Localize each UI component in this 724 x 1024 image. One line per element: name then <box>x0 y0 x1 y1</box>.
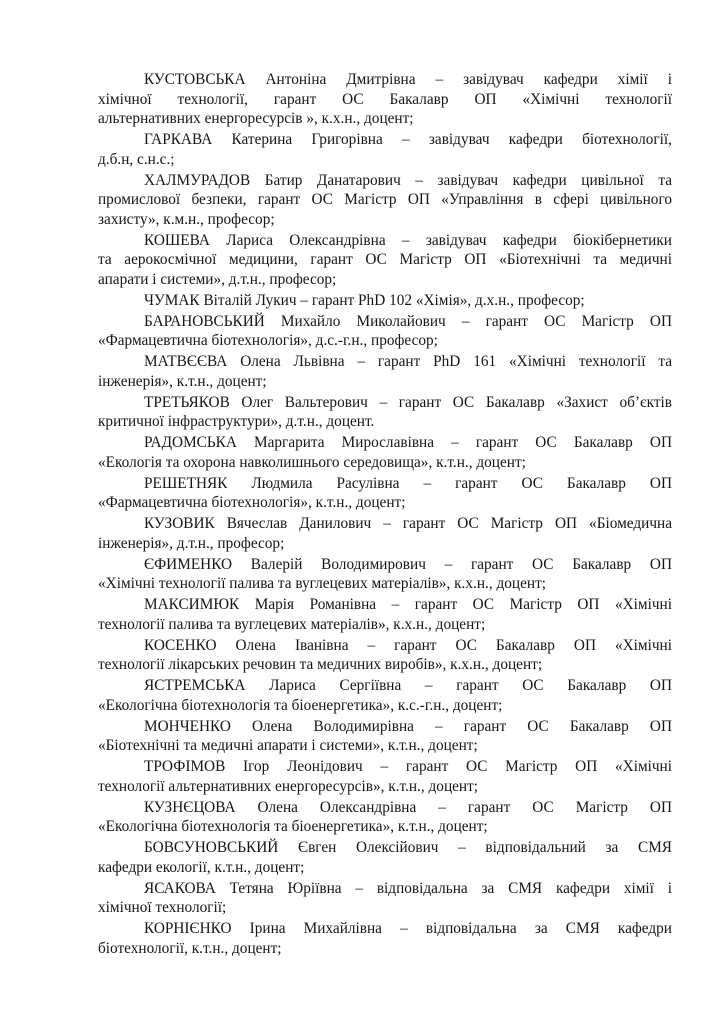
staff-entry <box>98 798 672 837</box>
staff-entry <box>98 130 672 169</box>
staff-entry <box>98 231 672 290</box>
staff-entry <box>98 393 672 432</box>
entry-line: МАКСИМЮК Марія Романівна – гарант ОС Магістр ОП «Хімічні <box>144 596 672 613</box>
staff-entry <box>98 879 672 918</box>
staff-entry <box>98 919 672 958</box>
entry-line: інженерія», к.т.н., доцент; <box>98 372 267 390</box>
entry-line: ЯСТРЕМСЬКА Лариса Сергіївна – гарант ОС Бакалавр ОП <box>144 677 672 694</box>
entry-line: ТРЕТЬЯКОВ Олег Вальтерович – гарант ОС Бакалавр «Захист об’єктів <box>144 393 672 411</box>
entry-line: КОРНІЄНКО Ірина Михайлівна – відповідальна за СМЯ кафедри <box>144 920 672 937</box>
entry-line: БОВСУНОВСЬКИЙ Євген Олексійович – відповідальний за СМЯ <box>144 839 672 856</box>
document-page <box>98 70 672 960</box>
entry-line: КОШЕВА Лариса Олександрівна – завідувач кафедри біокібернетики <box>144 231 672 249</box>
staff-entry <box>98 595 672 634</box>
entry-line: технології палива та вуглецевих матеріалів», к.х.н., доцент; <box>98 615 486 633</box>
entry-line: ГАРКАВА Катерина Григорівна – завідувач кафедри біотехнології, <box>144 131 672 148</box>
staff-entry <box>98 352 672 391</box>
entry-line: технології альтернативних енергоресурсів», к.т.н., доцент; <box>98 777 479 795</box>
entry-line: кафедри екології, к.т.н., доцент; <box>98 858 305 876</box>
staff-entry <box>98 514 672 553</box>
staff-entry <box>98 838 672 877</box>
staff-entry <box>98 676 672 715</box>
staff-entry <box>98 171 672 230</box>
entry-line: інженерія», д.т.н., професор; <box>98 534 285 552</box>
staff-entry <box>98 757 672 796</box>
staff-entry <box>98 717 672 756</box>
entry-line: ХАЛМУРАДОВ Батир Данатарович – завідувач кафедри цивільної та <box>144 171 672 189</box>
entry-line: ЄФИМЕНКО Валерій Володимирович – гарант ОС Бакалавр ОП <box>144 555 672 573</box>
entry-line: технології лікарських речовин та медичних виробів», к.х.н., доцент; <box>98 656 543 673</box>
entry-line: ЯСАКОВА Тетяна Юріївна – відповідальна за СМЯ кафедри хімії і <box>144 879 672 897</box>
entry-line: та аерокосмічної медицини, гарант ОС Магістр ОП «Біотехнічні та медичні <box>98 251 672 268</box>
staff-entry <box>98 474 672 513</box>
entry-line: «Екологічна біотехнологія та біоенергетика», к.т.н., доцент; <box>98 818 488 835</box>
entry-line: КОСЕНКО Олена Іванівна – гарант ОС Бакалавр ОП «Хімічні <box>144 636 672 654</box>
entry-line: МАТВЄЄВА Олена Львівна – гарант PhD 161 «Хімічні технології та <box>144 353 672 370</box>
entry-line: «Фармацевтична біотехнологія», д.с.-г.н., професор; <box>98 332 438 349</box>
entry-line: РЕШЕТНЯК Людмила Расулівна – гарант ОС Бакалавр ОП <box>144 474 672 492</box>
entry-line: ЧУМАК Віталій Лукич – гарант PhD 102 «Хімія», д.х.н., професор; <box>144 291 585 309</box>
entry-line: д.б.н, с.н.с.; <box>98 150 175 168</box>
entry-line: промислової безпеки, гарант ОС Магістр ОП «Управління в сфері цивільного <box>98 191 672 208</box>
entry-line: альтернативних енергоресурсів », к.х.н., доцент; <box>98 110 414 127</box>
entry-line: БАРАНОВСЬКИЙ Михайло Миколайович – гарант ОС Магістр ОП <box>144 312 672 330</box>
entry-line: «Фармацевтична біотехнологія», к.т.н., доцент; <box>98 494 406 511</box>
entry-line: біотехнології, к.т.н., доцент; <box>98 939 282 957</box>
staff-entry <box>98 70 672 129</box>
entry-line: КУСТОВСЬКА Антоніна Дмитрівна – завідувач кафедри хімії і <box>144 71 672 88</box>
entry-line: захисту», к.м.н., професор; <box>98 210 275 228</box>
entry-line: хімічної технології, гарант ОС Бакалавр ОП «Хімічні технології <box>98 90 672 108</box>
entry-line: КУЗНЄЦОВА Олена Олександрівна – гарант ОС Магістр ОП <box>144 798 672 816</box>
entry-line: «Екологія та охорона навколишнього середовища», к.т.н., доцент; <box>98 453 526 471</box>
staff-entry <box>98 312 672 351</box>
staff-entry <box>98 433 672 472</box>
entry-line: ТРОФІМОВ Ігор Леонідович – гарант ОС Магістр ОП «Хімічні <box>144 758 672 775</box>
entry-line: хімічної технології; <box>98 899 227 916</box>
entry-line: «Біотехнічні та медичні апарати і системи», к.т.н., доцент; <box>98 737 478 754</box>
entry-line: МОНЧЕНКО Олена Володимирівна – гарант ОС Бакалавр ОП <box>144 717 672 735</box>
entry-line: «Хімічні технології палива та вуглецевих матеріалів», к.х.н., доцент; <box>98 575 547 592</box>
staff-entry <box>98 291 672 311</box>
entry-line: «Екологічна біотехнологія та біоенергетика», к.с.-г.н., доцент; <box>98 696 503 714</box>
staff-entry <box>98 636 672 675</box>
entry-line: апарати і системи», д.т.н., професор; <box>98 270 337 288</box>
entry-line: КУЗОВИК Вячеслав Данилович – гарант ОС Магістр ОП «Біомедична <box>144 515 672 532</box>
entry-line: РАДОМСЬКА Маргарита Мирославівна – гарант ОС Бакалавр ОП <box>144 434 672 451</box>
staff-entry <box>98 555 672 594</box>
entry-line: критичної інфраструктури», д.т.н., доцент. <box>98 413 375 430</box>
